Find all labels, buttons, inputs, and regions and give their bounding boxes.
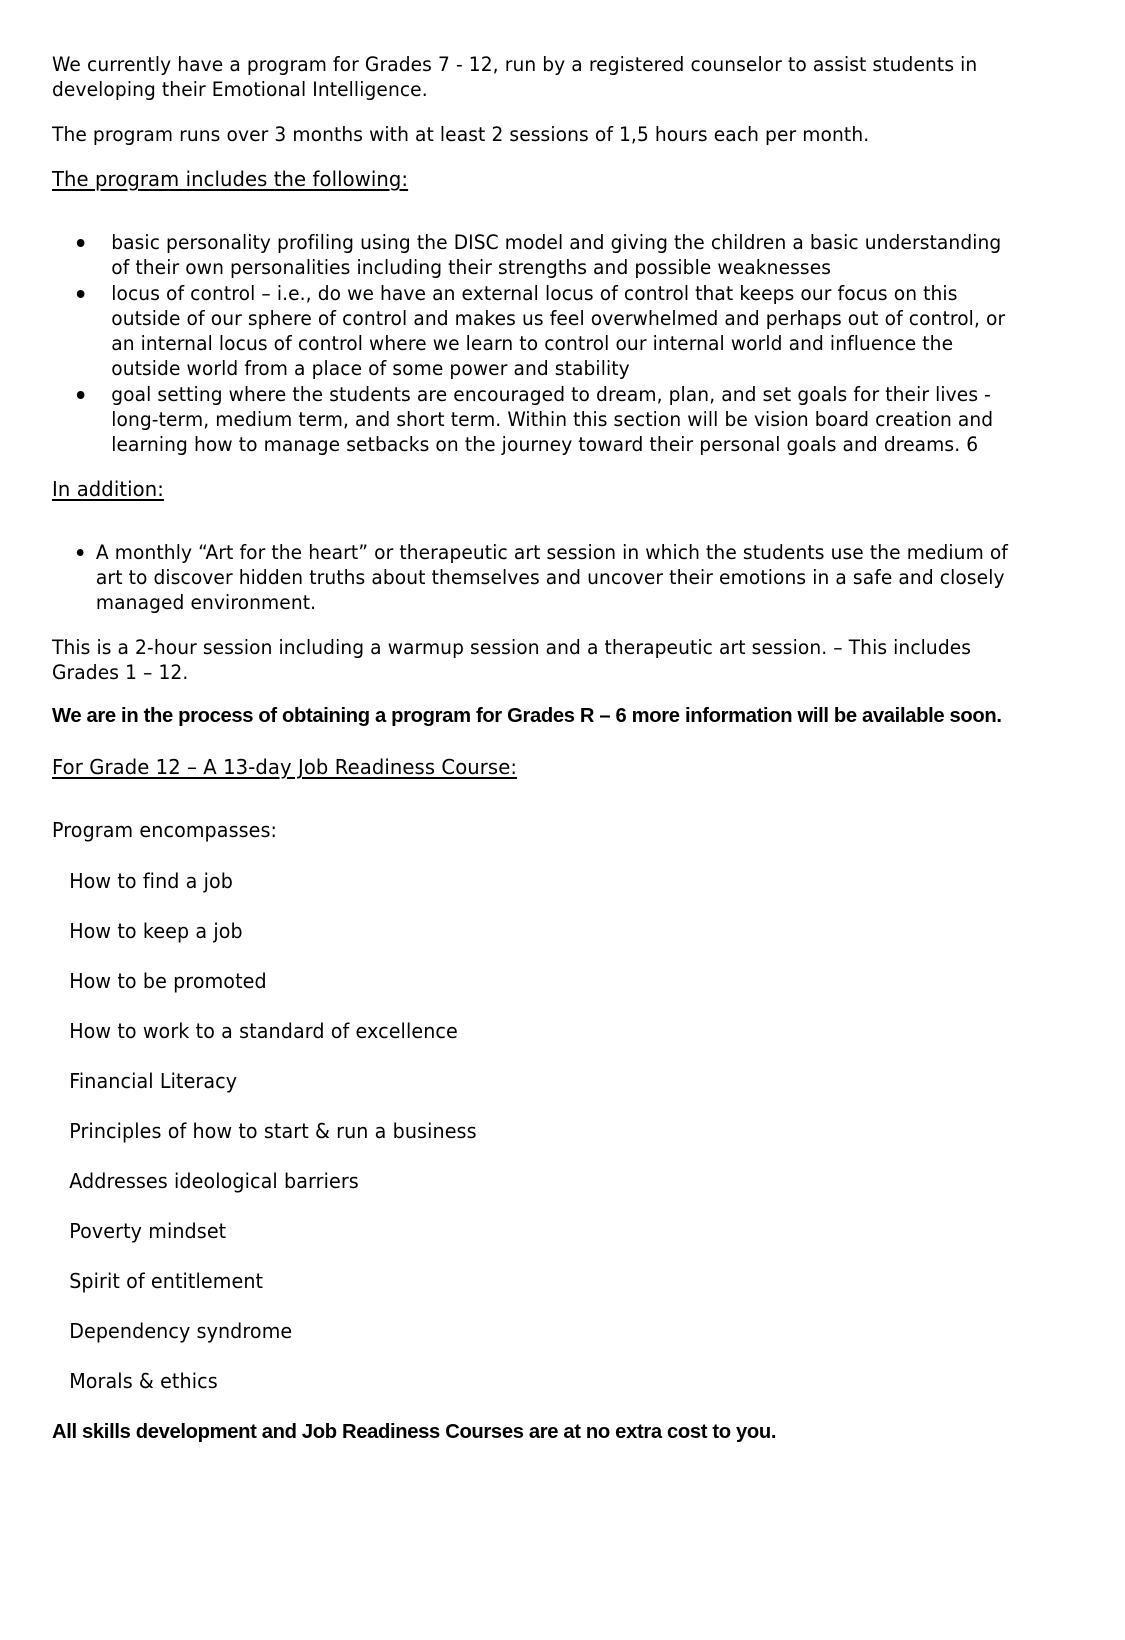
list-item: Poverty mindset [69, 1219, 227, 1243]
list-item-text: locus of control – i.e., do we have an external locus of control that keeps our focus on this outside of our sphere of control and makes us feel overwhelmed and perhaps out of control, or an internal locus of control where we learn to control our internal world and influence the outside world from a place of some power and stability [111, 282, 1006, 380]
list-item: How to find a job [69, 869, 234, 893]
job-readiness-heading-wrap [52, 755, 1053, 800]
list-item [52, 382, 1008, 457]
program-includes-heading-wrap [52, 167, 1053, 212]
job-readiness-heading: For Grade 12 – A 13-day Job Readiness Course: [52, 755, 518, 779]
session-note: This is a 2-hour session including a warmup session and a therapeutic art session. – This includes Grades 1 – 12. [52, 636, 972, 684]
list-item: How to keep a job [69, 919, 243, 943]
bullet-dot-icon [77, 239, 85, 247]
program-encompasses-label: Program encompasses: [52, 818, 278, 842]
in-addition-list [52, 540, 1008, 615]
list-item [52, 540, 1008, 615]
list-item-text: A monthly “Art for the heart” or therapeutic art session in which the students use the medium of art to discover hidden truths about themselves and uncover their emotions in a safe and closely managed environment. [95, 541, 1008, 614]
intro-paragraph-1: We currently have a program for Grades 7 - 12, run by a registered counselor to assist students in developing their Emotional Intelligence. [52, 53, 978, 101]
list-item: Morals & ethics [69, 1369, 218, 1393]
bold-notice-no-cost: All skills development and Job Readiness Courses are at no extra cost to you. [52, 1420, 777, 1443]
bullet-dot-icon [77, 549, 84, 556]
bold-notice-grades-r6: We are in the process of obtaining a program for Grades R – 6 more information will be available soon. [52, 704, 1002, 727]
list-item-text: basic personality profiling using the DISC model and giving the children a basic understanding of their own personalities including their strengths and possible weaknesses [111, 231, 1002, 279]
intro-paragraph-2: The program runs over 3 months with at least 2 sessions of 1,5 hours each per month. [52, 123, 870, 146]
in-addition-heading: In addition: [52, 477, 164, 501]
bullet-dot-icon [77, 391, 85, 399]
program-includes-list [52, 230, 1008, 457]
list-item-text: goal setting where the students are encouraged to dream, plan, and set goals for their lives - long-term, medium term, and short term. Within this section will be vision board creation and learning how to manage setbacks on the journey toward their personal goals and dreams. 6 [111, 383, 994, 456]
list-item: Addresses ideological barriers [69, 1169, 359, 1193]
bullet-dot-icon [77, 290, 85, 298]
list-item: How to work to a standard of excellence [69, 1019, 458, 1043]
list-item: Principles of how to start & run a business [69, 1119, 477, 1143]
list-item: Financial Literacy [69, 1069, 238, 1093]
list-item [52, 230, 1008, 280]
list-item [52, 281, 1008, 381]
in-addition-heading-wrap [52, 477, 1053, 522]
program-includes-heading: The program includes the following: [52, 167, 409, 191]
list-item: How to be promoted [69, 969, 267, 993]
course-items-list [52, 869, 1008, 1393]
list-item: Dependency syndrome [69, 1319, 293, 1343]
list-item: Spirit of entitlement [69, 1269, 264, 1293]
